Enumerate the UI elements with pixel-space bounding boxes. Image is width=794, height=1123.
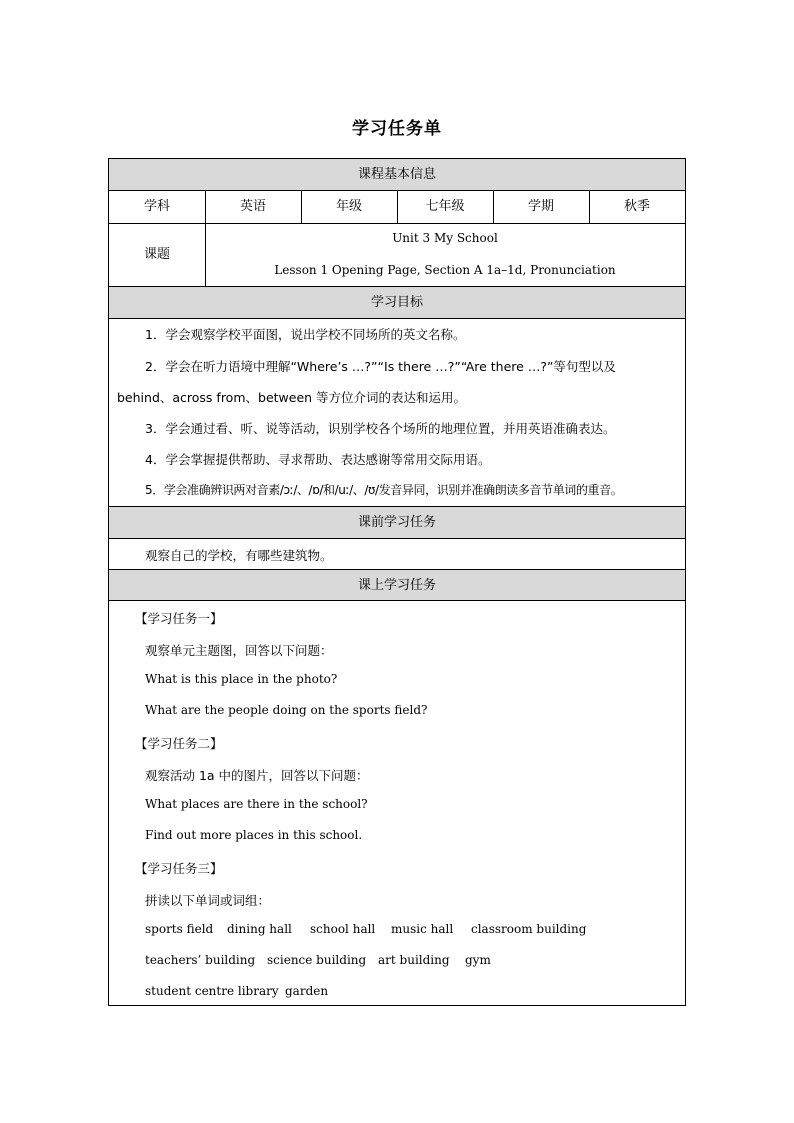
pre-class-task: 观察自己的学校，有哪些建筑物。 [145,548,333,563]
vocab-word: school hall [310,922,376,936]
vocab-word: teachers’ building [145,953,256,967]
grade-label: 年级 [335,199,362,214]
vocab-word: student centre library [145,984,279,998]
objective-item: 2．学会在听力语境中理解“Where’s …?”“Is there …?”“Are there …?”等句型以及 [145,359,616,374]
task2-question: Find out more places in this school. [145,828,363,842]
divider [589,191,590,223]
vocab-word: art building [378,953,450,967]
topic-label: 课题 [143,247,170,262]
vocab-word: classroom building [471,922,587,936]
objectives-header: 学习目标 [109,287,685,319]
subject-value: 英语 [239,199,266,214]
task2-question: What places are there in the school? [145,797,368,811]
term-value: 秋季 [623,199,650,214]
basic-info-header: 课程基本信息 [109,159,685,191]
subject-label: 学科 [143,199,170,214]
vocab-word: gym [465,953,491,967]
task-sheet-table [108,158,686,1006]
task2-title: 【学习任务二】 [135,736,223,751]
task3-title: 【学习任务三】 [135,861,223,876]
task1-title: 【学习任务一】 [135,611,223,626]
objective-item: 1．学会观察学校平面图，说出学校不同场所的英文名称。 [145,327,466,342]
topic-unit: Unit 3 My School [392,231,498,245]
page-title: 学习任务单 [352,119,442,139]
objective-item: 4．学会掌握提供帮助、寻求帮助、表达感谢等常用交际用语。 [145,452,491,467]
divider [493,191,494,223]
objective-item: behind、across from、between 等方位介词的表达和运用。 [117,390,467,405]
task1-question: What are the people doing on the sports field? [145,703,428,717]
vocab-word: science building [267,953,367,967]
in-class-header: 课上学习任务 [109,570,685,601]
pre-class-header: 课前学习任务 [109,507,685,539]
task1-prompt: 观察单元主题图，回答以下问题： [145,643,333,658]
objective-item: 3．学会通过看、听、说等活动，识别学校各个场所的地理位置，并用英语准确表达。 [145,421,616,436]
divider [301,191,302,223]
objective-item: 5．学会准确辨识两对音素/ɔː/、/ɒ/和/uː/、/ʊ/发音异同，识别并准确朗读多音节单词的重音。 [145,483,623,497]
vocab-word: garden [285,984,329,998]
vocab-word: dining hall [227,922,292,936]
grade-value: 七年级 [425,199,465,214]
task1-question: What is this place in the photo? [145,672,338,686]
term-label: 学期 [527,199,554,214]
topic-lesson: Lesson 1 Opening Page, Section A 1a–1d, Pronunciation [274,263,616,277]
task3-prompt: 拼读以下单词或词组： [145,893,271,908]
vocab-word: music hall [391,922,454,936]
task2-prompt: 观察活动 1a 中的图片，回答以下问题： [145,768,369,783]
divider [397,191,398,223]
vocab-word: sports field [145,922,214,936]
divider [205,191,206,223]
